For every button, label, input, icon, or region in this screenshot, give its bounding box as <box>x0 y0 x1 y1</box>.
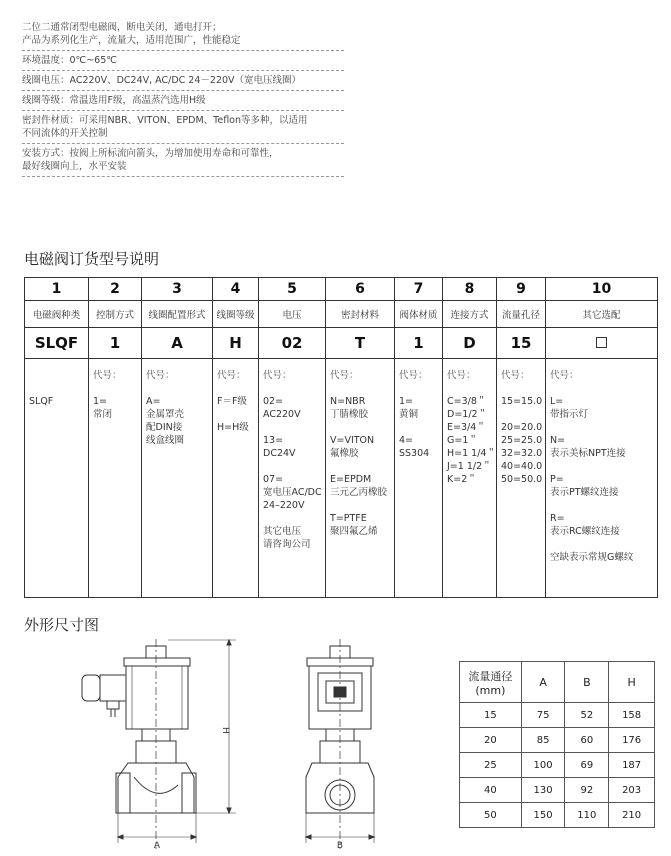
option-line: D=1/2＂ <box>447 409 488 420</box>
option-line: 表示RC螺纹连接 <box>550 526 620 537</box>
option-line: 带指示灯 <box>550 409 589 420</box>
dimension-cell: 150 <box>521 803 565 828</box>
header-h: H <box>609 662 655 703</box>
field-number: 6 <box>326 278 395 301</box>
option-line: 代号： <box>399 370 428 381</box>
dimension-cell: 210 <box>609 803 655 828</box>
option-detail-cell <box>89 359 142 598</box>
field-label: 控制方式 <box>89 301 142 328</box>
spec-line-2 <box>22 51 344 71</box>
option-line <box>263 460 322 473</box>
empty-option-box <box>596 337 607 348</box>
dimension-row <box>460 753 655 778</box>
field-number: 2 <box>89 278 142 301</box>
dimension-cell: 100 <box>521 753 565 778</box>
option-line <box>399 421 439 434</box>
option-line: 金属罩壳 <box>146 409 185 420</box>
header-b: B <box>565 662 609 703</box>
option-line: 黄铜 <box>399 409 419 420</box>
option-line: 其它电压 <box>263 526 302 537</box>
field-number: 1 <box>25 278 89 301</box>
option-line: DC24V <box>263 448 296 459</box>
spec-intro <box>22 18 344 177</box>
option-line: 20=20.0 <box>501 422 543 433</box>
option-line: 三元乙丙橡胶 <box>330 487 388 498</box>
field-label: 电压 <box>259 301 326 328</box>
dimension-header-row <box>460 662 655 703</box>
example-code: SLQF <box>25 328 89 359</box>
option-line: 代号： <box>93 370 122 381</box>
example-code: D <box>443 328 497 359</box>
dim-label-a: A <box>153 841 161 851</box>
dimension-cell: 158 <box>609 703 655 728</box>
option-line: 50=50.0 <box>501 474 543 485</box>
dims-title: 外形尺寸图 <box>24 616 100 634</box>
example-code <box>546 328 658 359</box>
option-line: 07= <box>263 474 284 485</box>
option-line: 13= <box>263 435 284 446</box>
dimension-cell: 40 <box>460 778 522 803</box>
option-line: 配DIN接 <box>146 422 183 433</box>
example-code: A <box>142 328 213 359</box>
spec-line-5 <box>22 111 344 144</box>
option-line <box>330 460 391 473</box>
dimension-cell: 85 <box>521 728 565 753</box>
dimension-cell: 50 <box>460 803 522 828</box>
header-bore-unit: (mm) <box>475 683 506 697</box>
option-line: 线盒线圈 <box>146 435 185 446</box>
field-label: 线圈配置形式 <box>142 301 213 328</box>
field-number-row <box>25 278 658 301</box>
option-line: 4= <box>399 435 414 446</box>
dimension-row <box>460 703 655 728</box>
dimension-cell: 25 <box>460 753 522 778</box>
option-line: 丁腈橡胶 <box>330 409 369 420</box>
option-line: K=2＂ <box>447 474 477 485</box>
option-line: 常闭 <box>93 409 113 420</box>
spec-text: 线圈等级：常温选用F级，高温蒸汽选用H级 <box>22 95 206 106</box>
dimension-table <box>459 661 655 828</box>
option-line <box>550 421 654 434</box>
field-label: 线圈等级 <box>213 301 259 328</box>
option-line: T=PTFE <box>330 513 367 524</box>
spec-line-1 <box>22 18 344 51</box>
option-line <box>330 499 391 512</box>
spec-text: 产品为系列化生产，流量大，适用范围广，性能稳定 <box>22 35 241 46</box>
dimension-cell: 203 <box>609 778 655 803</box>
option-line <box>330 421 391 434</box>
option-line <box>217 408 255 421</box>
option-line: F＝F级 <box>217 396 247 407</box>
option-detail-cell <box>497 359 546 598</box>
option-line: 代号： <box>447 370 476 381</box>
dimension-row <box>460 778 655 803</box>
option-line: 空缺表示常规G螺纹 <box>550 552 634 563</box>
option-line: H=1 1/4＂ <box>447 448 496 459</box>
order-code-table <box>24 277 658 598</box>
header-bore <box>460 662 522 703</box>
option-detail-cell <box>443 359 497 598</box>
option-line: N= <box>550 435 566 446</box>
spec-line-4 <box>22 91 344 111</box>
option-line: 25=25.0 <box>501 435 543 446</box>
field-number: 10 <box>546 278 658 301</box>
dimension-row <box>460 728 655 753</box>
spec-line-3 <box>22 71 344 91</box>
field-label: 其它选配 <box>546 301 658 328</box>
spec-line-6 <box>22 144 344 177</box>
header-a: A <box>521 662 565 703</box>
option-line: 代号： <box>146 370 175 381</box>
example-code: 02 <box>259 328 326 359</box>
example-code: 15 <box>497 328 546 359</box>
option-detail-cell <box>213 359 259 598</box>
example-code: 1 <box>395 328 443 359</box>
field-number: 5 <box>259 278 326 301</box>
option-detail-cell <box>25 359 89 598</box>
dimension-cell: 130 <box>521 778 565 803</box>
option-line: E=EPDM <box>330 474 372 485</box>
option-line <box>550 538 654 551</box>
option-line: 15=15.0 <box>501 396 543 407</box>
spec-text: 密封件材质：可采用NBR、VITON、EPDM、Teflon等多种，以适用 <box>22 115 308 126</box>
option-line <box>550 460 654 473</box>
example-code-row <box>25 328 658 359</box>
option-line: L= <box>550 396 564 407</box>
option-line: V=VITON <box>330 435 375 446</box>
option-line: 1= <box>93 396 108 407</box>
option-line: 32=32.0 <box>501 448 543 459</box>
option-line: 40=40.0 <box>501 461 543 472</box>
field-number: 4 <box>213 278 259 301</box>
option-line <box>263 421 322 434</box>
option-line: H=H级 <box>217 422 249 433</box>
dimension-cell: 60 <box>565 728 609 753</box>
option-line <box>501 408 542 421</box>
order-title: 电磁阀订货型号说明 <box>24 250 160 268</box>
dimension-cell: 69 <box>565 753 609 778</box>
option-line: 氟橡胶 <box>330 448 359 459</box>
field-label: 阀体材质 <box>395 301 443 328</box>
option-line: G=1＂ <box>447 435 478 446</box>
field-label: 流量孔径 <box>497 301 546 328</box>
option-line: 24–220V <box>263 500 305 511</box>
valve-front-view-drawing <box>290 637 390 852</box>
field-number: 7 <box>395 278 443 301</box>
option-line: 代号： <box>263 370 292 381</box>
option-line: 代号： <box>330 370 359 381</box>
option-detail-cell <box>259 359 326 598</box>
dim-label-h: H <box>220 727 230 734</box>
option-line: 表示PT螺纹连接 <box>550 487 619 498</box>
spec-text: 二位二通常闭型电磁阀，断电关闭，通电打开； <box>22 22 222 33</box>
dimension-cell: 110 <box>565 803 609 828</box>
option-line: 代号： <box>550 370 579 381</box>
option-line: 表示美标NPT连接 <box>550 448 626 459</box>
option-line: E=3/4＂ <box>447 422 486 433</box>
option-line <box>29 369 85 382</box>
valve-side-view-drawing <box>76 637 246 852</box>
spec-text: 线圈电压：AC220V、DC24V, AC/DC 24－220V（宽电压线圈） <box>22 75 302 86</box>
option-line: R= <box>550 513 565 524</box>
option-line: A= <box>146 396 161 407</box>
example-code: H <box>213 328 259 359</box>
option-line <box>263 512 322 525</box>
field-label: 连接方式 <box>443 301 497 328</box>
option-line: N=NBR <box>330 396 366 407</box>
dimension-cell: 187 <box>609 753 655 778</box>
option-line: 02= <box>263 396 284 407</box>
option-line: P= <box>550 474 564 485</box>
option-line <box>550 499 654 512</box>
option-line: C=3/8＂ <box>447 396 487 407</box>
spec-text: 不同流体的开关控制 <box>22 128 108 139</box>
dim-label-b: B <box>336 841 344 851</box>
option-detail-cell <box>142 359 213 598</box>
dimension-cell: 176 <box>609 728 655 753</box>
dimension-cell: 92 <box>565 778 609 803</box>
option-detail-row <box>25 359 658 598</box>
spec-text: 安装方式：按阀上所标流向箭头，为增加使用寿命和可靠性， <box>22 148 279 159</box>
option-line: 宽电压AC/DC <box>263 487 322 498</box>
option-detail-cell <box>546 359 658 598</box>
dimension-cell: 20 <box>460 728 522 753</box>
option-line: 代号： <box>217 370 246 381</box>
field-number: 3 <box>142 278 213 301</box>
option-line: 代号： <box>501 370 530 381</box>
option-line: 1= <box>399 396 414 407</box>
field-label: 密封材料 <box>326 301 395 328</box>
field-number: 8 <box>443 278 497 301</box>
option-detail-cell <box>326 359 395 598</box>
example-code: T <box>326 328 395 359</box>
option-line: J=1 1/2＂ <box>447 461 492 472</box>
field-label: 电磁阀种类 <box>25 301 89 328</box>
field-number: 9 <box>497 278 546 301</box>
option-line: 请咨询公司 <box>263 539 311 550</box>
spec-text: 最好线圈向上，水平安装 <box>22 161 127 172</box>
option-line: SLQF <box>29 396 54 407</box>
spec-text: 环境温度：0℃~65℃ <box>22 55 117 66</box>
dimension-cell: 52 <box>565 703 609 728</box>
option-line: 聚四氟乙烯 <box>330 526 378 537</box>
example-code: 1 <box>89 328 142 359</box>
option-detail-cell <box>395 359 443 598</box>
header-bore-label: 流量通径 <box>468 669 513 683</box>
dimension-cell: 15 <box>460 703 522 728</box>
option-line: AC220V <box>263 409 301 420</box>
dimension-row <box>460 803 655 828</box>
field-label-row <box>25 301 658 328</box>
option-line: SS304 <box>399 448 430 459</box>
dimension-cell: 75 <box>521 703 565 728</box>
